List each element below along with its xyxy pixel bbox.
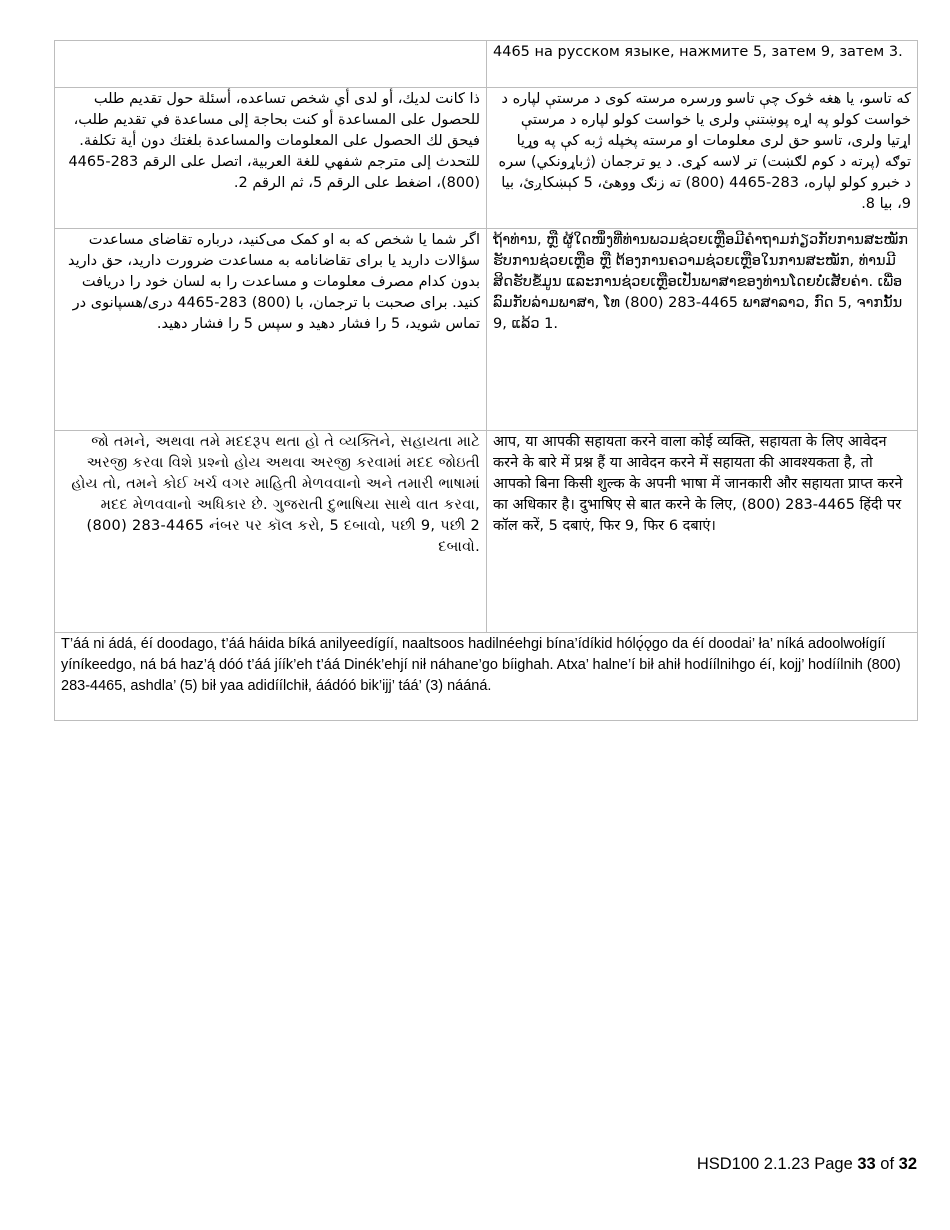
navajo-text: T’áá ni ádá, éí doodago, t’áá háida bíká anilyeedígíí, naaltsoos hadilnéehgi bína’ídíkid hólǫ́ǫgo da éí doodai’ ła’ níká adoolwołígíí yíníkeedgo, ná bá haz’ą́ dóó t’áá jíík’eh t’áá Dinék’ehjí nił náhane’go bíighah. Atxa’ halne’í bił ahił hodíílnihgo éí, kojj’ hodíílnih (800) 283-4465, ashdla’ (5) bił yaa adidíílchił, áádóó bik’ijj’ táá’ (3) nááná. [55, 633, 918, 721]
footer-total-pages: 32 [898, 1155, 917, 1173]
table-row [55, 41, 918, 88]
footer-of-label: of [875, 1155, 899, 1173]
language-assistance-table [54, 40, 918, 721]
pashto-text: که تاسو، یا هغه څوک چې تاسو ورسره مرسته کوی د مرستې لپاره د خواست کولو په اړه پوښتنې ولری یا خواست کولو لپاره د مرستې اړتیا ولری، تاسو حق لری معلومات او مرسته پخپله ژبه کې په وړیا توګه (پرته د کوم لګښت) تر لاسه کړی. د یو ترجمان (ژباړونکي) سره د خبرو کولو لپاره، 283-4465 (800) ته زنګ ووهئ، 5 کېښکاږئ، بیا 9، بیا 8. [487, 88, 918, 229]
table-row [55, 88, 918, 229]
russian-text: 4465 на русском языке, нажмите 5, затем 9, затем 3. [487, 41, 918, 88]
lao-text: ຖ້າທ່ານ, ຫຼື ຜູ້ໃດໜຶ່ງທີ່ທ່ານພວມຊ່ວຍເຫຼືອມີຄຳຖາມກ່ຽວກັບການສະໝັກຮັບການຊ່ວຍເຫຼືອ ຫຼື ຕ້ອງການຄວາມຊ່ວຍເຫຼືອໃນການສະໝັກ, ທ່ານມີສິດຮັບຂໍ້ມູນ ແລະການຊ່ວຍເຫຼືອເປັນພາສາຂອງທ່ານໂດຍບໍ່ເສັຍຄ່າ. ເພື່ອລົມກັບລ່າມພາສາ, ໂທ (800) 283-4465 ພາສາລາວ, ກົດ 5, ຈາກນັ້ນ 9, ແລ້ວ 1. [487, 229, 918, 431]
empty-cell [55, 41, 487, 88]
gujarati-text: જો તમને, અથવા તમે મદદરૂપ થતા હો તે વ્યક્તિને, સહાયતા માટે અરજી કરવા વિશે પ્રશ્નો હોય અથવા અરજી કરવામાં મદદ જોઇતી હોય તો, તમને કોઈ ખર્ચ વગર માહિતી મેળવવાનો અને તમારી ભાષામાં મદદ મેળવવાનો અધિકાર છે. ગુજરાતી દુભાષિયા સાથે વાત કરવા, (800) 283-4465 નંબર પર કૉલ કરો, 5 દબાવો, પછી 9, પછી 2 દબાવો. [55, 431, 487, 633]
footer-doc-id: HSD100 2.1.23 Page [696, 1155, 858, 1173]
footer-page-number: 33 [857, 1155, 876, 1173]
page-footer [697, 1154, 917, 1174]
hindi-text: आप, या आपकी सहायता करने वाला कोई व्यक्ति, सहायता के लिए आवेदन करने के बारे में प्रश्न हैं या आवेदन करने में सहायता की आवश्यकता है, तो आपको बिना किसी शुल्क के अपनी भाषा में जानकारी और सहायता प्राप्त करने का अधिकार है। दुभाषिए से बात करने के लिए, (800) 283-4465 हिंदी पर कॉल करें, 5 दबाएं, फिर 9, फिर 6 दबाएं। [487, 431, 918, 633]
table-row [55, 229, 918, 431]
arabic-text: ذا كانت لديك، أو لدى أي شخص تساعده، أسئلة حول تقديم طلب للحصول على المساعدة أو كنت بحاجة إلى مساعدة في تقديم طلب، فيحق لك الحصول على المعلومات والمساعدة بلغتك دون أية تكلفة. للتحدث إلى مترجم شفهي للغة العربية، اتصل على الرقم 283-4465 (800)، اضغط على الرقم 5، ثم الرقم 2. [55, 88, 487, 229]
table-row [55, 633, 918, 721]
table-row [55, 431, 918, 633]
dari-text: اگر شما یا شخص که به او کمک می‌کنید، درباره تقاضای مساعدت سؤالات دارید یا برای تقاضانامه به مساعدت ضرورت دارید، حق دارید بدون کدام مصرف معلومات و مساعدت را به لسان خود را دریافت کنید. برای صحبت با ترجمان، با (800) 283-4465 دری/هسپانوی در تماس شوید، 5 را فشار دهید و سپس 5 را فشار دهید. [55, 229, 487, 431]
